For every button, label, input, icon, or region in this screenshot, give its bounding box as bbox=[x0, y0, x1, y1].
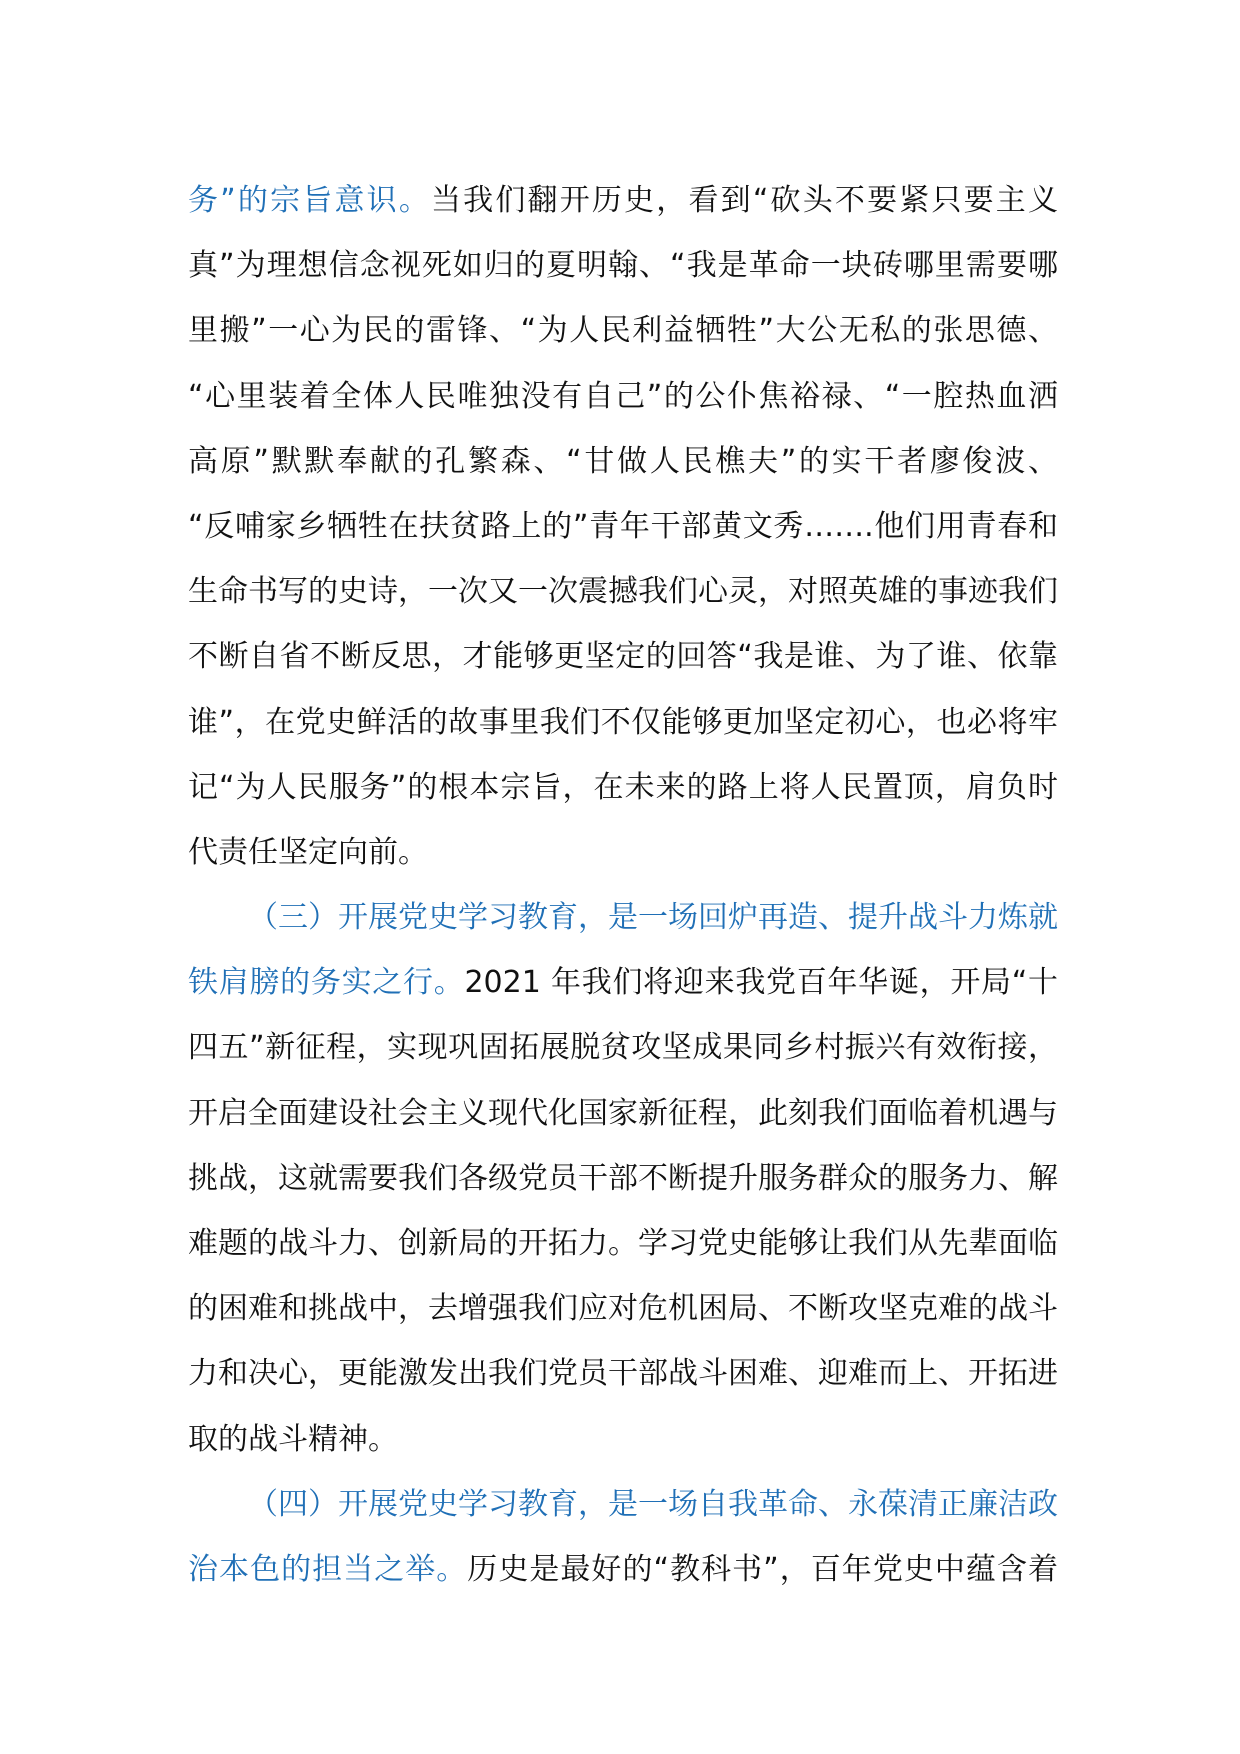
paragraph-line bbox=[188, 233, 1058, 298]
paragraph-line bbox=[188, 755, 1058, 820]
paragraph-line bbox=[188, 1146, 1058, 1211]
paragraph-line bbox=[188, 690, 1058, 755]
blue-heading-fragment: 治本色的担当之举。 bbox=[188, 1551, 468, 1587]
paragraph-line bbox=[188, 1537, 1058, 1602]
body-text: 开启全面建设社会主义现代化国家新征程，此刻我们面临着机遇与 bbox=[188, 1095, 1058, 1131]
body-text: “反哺家乡牺牲在扶贫路上的”青年干部黄文秀…….他们用青春和 bbox=[188, 508, 1058, 544]
body-text: 高原”默默奉献的孔繁森、“甘做人民樵夫”的实干者廖俊波、 bbox=[188, 443, 1058, 479]
paragraph-line bbox=[188, 1081, 1058, 1146]
paragraph-line bbox=[188, 494, 1058, 559]
paragraph-line bbox=[188, 559, 1058, 624]
paragraph-line bbox=[188, 1276, 1058, 1341]
body-text: 力和决心，更能激发出我们党员干部战斗困难、迎难而上、开拓进 bbox=[188, 1356, 1058, 1392]
body-text: 里搬”一心为民的雷锋、“为人民利益牺牲”大公无私的张思德、 bbox=[188, 313, 1058, 349]
body-text: 不断自省不断反思，才能够更坚定的回答“我是谁、为了谁、依靠 bbox=[188, 639, 1058, 675]
body-text: 记“为人民服务”的根本宗旨，在未来的路上将人民置顶，肩负时 bbox=[188, 769, 1058, 805]
paragraph-line bbox=[188, 1341, 1058, 1406]
body-text: 当我们翻开历史，看到“砍头不要紧只要主义 bbox=[431, 183, 1058, 218]
paragraph-line bbox=[188, 950, 1058, 1015]
paragraph-line bbox=[188, 1407, 1058, 1472]
body-text: 谁”，在党史鲜活的故事里我们不仅能够更加坚定初心，也必将牢 bbox=[188, 704, 1058, 740]
blue-heading-fragment: 铁肩膀的务实之行。 bbox=[188, 965, 465, 1001]
body-text: 代责任坚定向前。 bbox=[188, 834, 428, 870]
body-text: 历史是最好的“教科书”，百年党史中蕴含着 bbox=[467, 1551, 1058, 1587]
body-text: 挑战，这就需要我们各级党员干部不断提升服务群众的服务力、解 bbox=[188, 1160, 1058, 1196]
paragraph-line bbox=[188, 885, 1058, 950]
blue-heading-fragment: 务”的宗旨意识。 bbox=[188, 183, 431, 218]
body-text: 真”为理想信念视死如归的夏明翰、“我是革命一块砖哪里需要哪 bbox=[188, 248, 1058, 284]
paragraph-line bbox=[188, 168, 1058, 233]
paragraph-line bbox=[188, 1211, 1058, 1276]
paragraph-line bbox=[188, 298, 1058, 363]
section-heading-four: （四）开展党史学习教育，是一场自我革命、永葆清正廉洁政 bbox=[248, 1486, 1058, 1522]
section-heading-three: （三）开展党史学习教育，是一场回炉再造、提升战斗力炼就 bbox=[248, 900, 1058, 936]
body-text: 2021 年我们将迎来我党百年华诞，开局“十 bbox=[464, 965, 1058, 1001]
paragraph-line bbox=[188, 364, 1058, 429]
body-text: 生命书写的史诗，一次又一次震撼我们心灵，对照英雄的事迹我们 bbox=[188, 574, 1058, 610]
paragraph-line bbox=[188, 429, 1058, 494]
body-text: 取的战斗精神。 bbox=[188, 1421, 398, 1457]
document-body bbox=[188, 168, 1058, 1602]
paragraph-line bbox=[188, 1472, 1058, 1537]
paragraph-line bbox=[188, 820, 1058, 885]
body-text: 的困难和挑战中，去增强我们应对危机困局、不断攻坚克难的战斗 bbox=[188, 1291, 1058, 1327]
body-text: “心里装着全体人民唯独没有自己”的公仆焦裕禄、“一腔热血洒 bbox=[188, 378, 1058, 414]
paragraph-line bbox=[188, 624, 1058, 689]
paragraph-line bbox=[188, 1015, 1058, 1080]
body-text: 难题的战斗力、创新局的开拓力。学习党史能够让我们从先辈面临 bbox=[188, 1226, 1058, 1261]
body-text: 四五”新征程，实现巩固拓展脱贫攻坚成果同乡村振兴有效衔接， bbox=[188, 1030, 1058, 1066]
